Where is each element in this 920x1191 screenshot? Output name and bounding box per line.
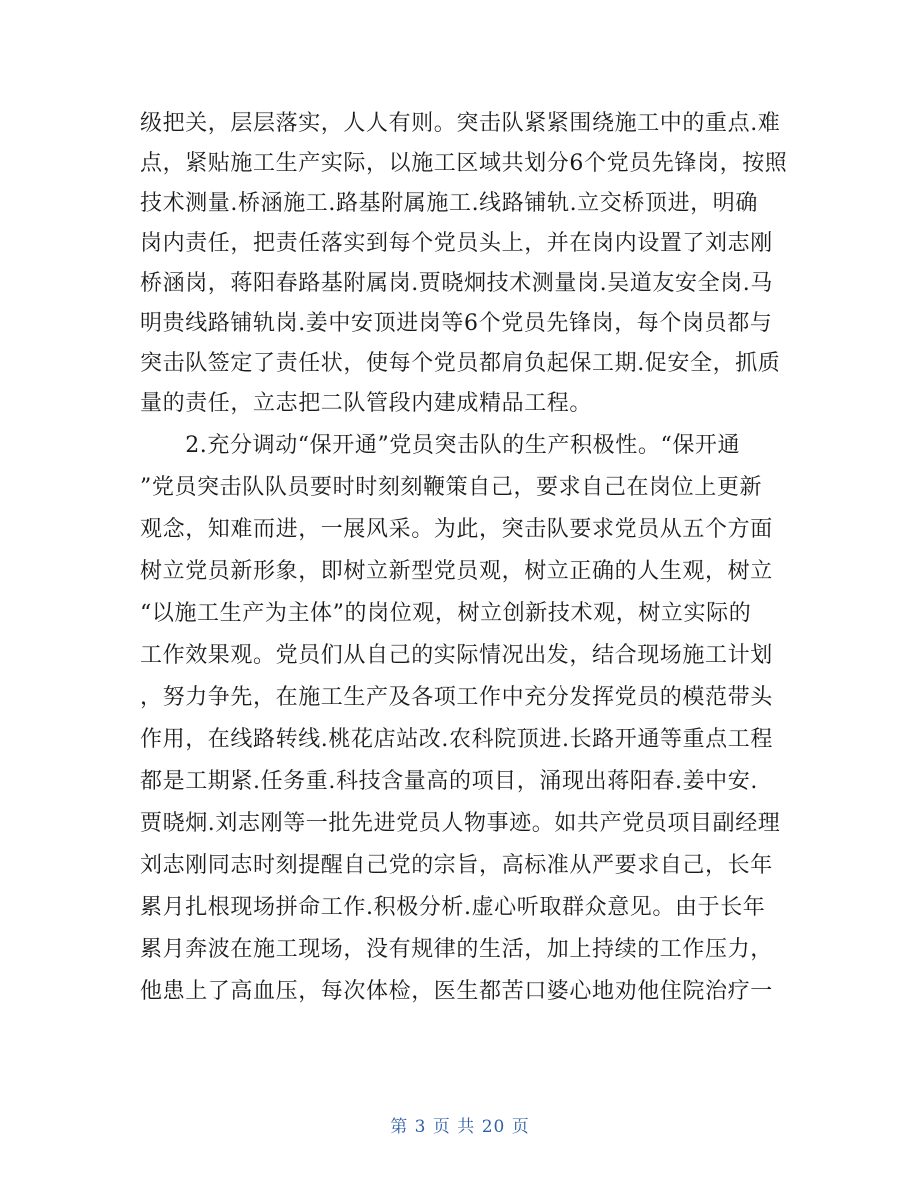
text-line: 岗内责任，把责任落实到每个党员头上，并在岗内设置了刘志刚 <box>140 231 773 256</box>
text-line: 点，紧贴施工生产实际，以施工区域共划分6个党员先锋岗，按照 <box>140 151 788 176</box>
text-line: 级把关，层层落实，人人有则。突击队紧紧围绕施工中的重点.难 <box>140 111 781 136</box>
text-line: 观念，知难而进，一展风采。为此，突击队要求党员从五个方面 <box>140 517 773 542</box>
text-line: 2.充分调动“保开通”党员突击队的生产积极性。“保开通 <box>140 433 741 458</box>
text-line: ”党员突击队队员要时时刻刻鞭策自己，要求自己在岗位上更新 <box>140 475 763 500</box>
text-line: 量的责任，立志把二队管段内建成精品工程。 <box>140 391 593 416</box>
text-line: 都是工期紧.任务重.科技含量高的项目，涌现出蒋阳春.姜中安. <box>140 769 758 794</box>
text-line: “以施工生产为主体”的岗位观，树立创新技术观，树立实际的 <box>140 601 752 626</box>
text-line: 累月奔波在施工现场，没有规律的生活，加上持续的工作压力， <box>140 937 773 962</box>
text-line: 作用，在线路转线.桃花店站改.农科院顶进.长路开通等重点工程 <box>140 727 773 752</box>
text-line: 累月扎根现场拼命工作.积极分析.虚心听取群众意见。由于长年 <box>140 895 766 920</box>
text-line: 树立党员新形象，即树立新型党员观，树立正确的人生观，树立 <box>140 559 773 584</box>
text-line: 贾晓炯.刘志刚等一批先进党员人物事迹。如共产党员项目副经理 <box>140 811 781 836</box>
text-line: 技术测量.桥涵施工.路基附属施工.线路铺轨.立交桥顶进，明确 <box>140 191 758 216</box>
text-line: 突击队签定了责任状，使每个党员都肩负起保工期.促安全，抓质 <box>140 351 781 376</box>
text-line: 刘志刚同志时刻提醒自己党的宗旨，高标准从严要求自己，长年 <box>140 853 773 878</box>
text-line: 工作效果观。党员们从自己的实际情况出发，结合现场施工计划 <box>140 643 773 668</box>
text-line: 明贵线路铺轨岗.姜中安顶进岗等6个党员先锋岗，每个岗员都与 <box>140 311 773 336</box>
text-line: 桥涵岗，蒋阳春路基附属岗.贾晓炯技术测量岗.吴道友安全岗.马 <box>140 271 773 296</box>
text-line: 他患上了高血压，每次体检，医生都苦口婆心地劝他住院治疗一 <box>140 979 773 1004</box>
text-line: ，努力争先，在施工生产及各项工作中充分发挥党员的模范带头 <box>140 685 773 710</box>
page-number-footer: 第 3 页 共 20 页 <box>390 1117 530 1137</box>
